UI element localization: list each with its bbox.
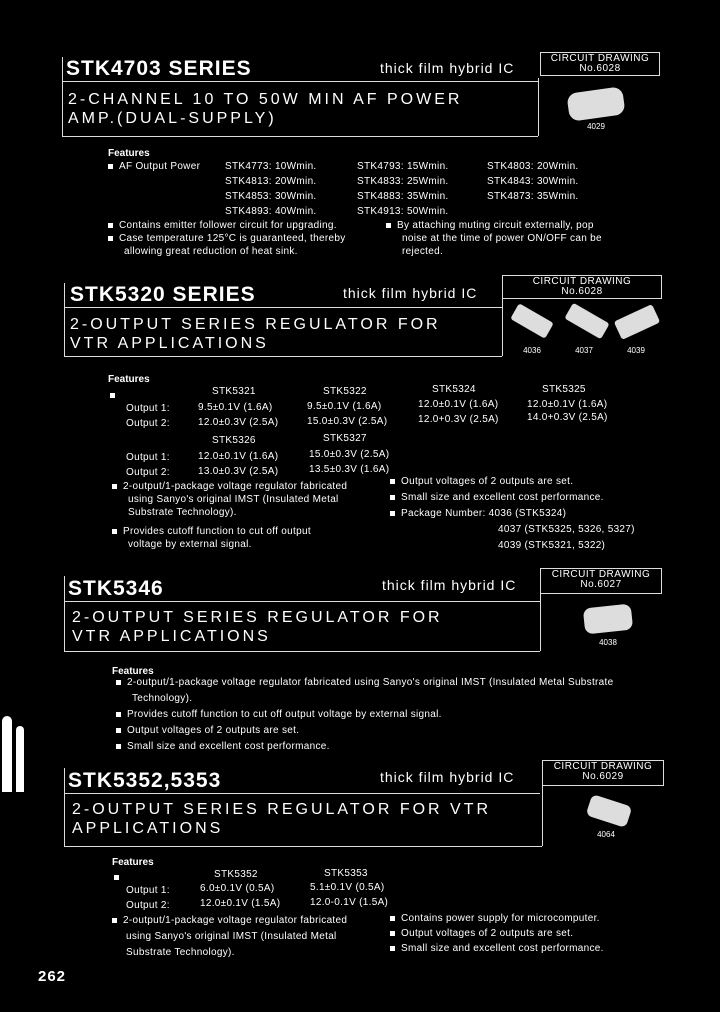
bullet-text: By attaching muting circuit externally, pop [397, 220, 594, 231]
s1-left-rule [62, 57, 63, 137]
power-cell: STK4833: 25Wmin. [357, 176, 449, 187]
bullet-text: Substrate Technology). [128, 507, 237, 518]
s1-package-image [566, 86, 625, 122]
bullet-item [386, 219, 656, 232]
bullet-icon [116, 712, 121, 717]
s1-hybrid-label: thick film hybrid IC [380, 60, 515, 76]
s1-cd-no: No.6028 [579, 63, 621, 74]
output-value: 12.0±0.1V (1.6A) [418, 399, 499, 410]
output-2-label: Output 2: [126, 900, 170, 911]
model-name: STK5352 [214, 869, 258, 880]
s2-package-number: 4036 [523, 346, 541, 355]
bullet-text: Small size and excellent cost performance. [401, 492, 604, 503]
bullet-text: rejected. [402, 246, 444, 257]
output-2-label: Output 2: [126, 418, 170, 429]
bullet-text: voltage by external signal. [128, 539, 252, 550]
bullet-icon [116, 680, 121, 685]
s4-cd-label: CIRCUIT DRAWING [553, 761, 653, 772]
output-1-label: Output 1: [126, 452, 170, 463]
bullet-text: Small size and excellent cost performance. [127, 741, 330, 752]
s2-left-rule [64, 283, 65, 357]
s1-cd-label: CIRCUIT DRAWING [550, 53, 650, 64]
bullet-icon [390, 495, 395, 500]
output-value: 15.0±0.3V (2.5A) [307, 416, 388, 427]
s1-sub-rule [62, 136, 538, 137]
s3-bullets [116, 675, 656, 755]
s4-title-rule [64, 793, 540, 794]
bullet-text: Contains emitter follower circuit for upgrading. [119, 220, 337, 231]
power-row [225, 190, 625, 205]
bullet-text: Output voltages of 2 outputs are set. [127, 725, 300, 736]
bullet-icon [108, 236, 113, 241]
bullet-item [108, 232, 378, 245]
s4-left-rule [64, 768, 65, 847]
s3-subtitle-2: VTR APPLICATIONS [72, 628, 271, 645]
bullet-text: Output voltages of 2 outputs are set. [401, 476, 574, 487]
s1-title-rule [62, 81, 538, 82]
bullet-text: Output voltages of 2 outputs are set. [401, 928, 574, 939]
bullet-text: 2-output/1-package voltage regulator fabricated [123, 481, 348, 492]
output-value: 12.0±0.1V (1.5A) [200, 898, 281, 909]
side-tab-mark [2, 716, 12, 792]
bullet-item [116, 723, 656, 739]
power-row [225, 205, 625, 220]
bullet-item [112, 525, 382, 538]
s2-title: STK5320 SERIES [70, 283, 256, 306]
page-number: 262 [38, 968, 67, 985]
s3-subtitle-1: 2-OUTPUT SERIES REGULATOR FOR [72, 609, 443, 626]
bullet-item [112, 913, 382, 929]
s1-package-number: 4029 [587, 122, 605, 131]
s2-subtitle-2: VTR APPLICATIONS [70, 335, 269, 352]
s2-features-heading: Features [108, 374, 150, 385]
s1-subtitle-2: AMP.(DUAL-SUPPLY) [68, 110, 277, 127]
bullet-icon [112, 484, 117, 489]
bullet-icon [390, 511, 395, 516]
bullet-icon [116, 728, 121, 733]
s2-right-rule [502, 299, 503, 356]
s4-sub-rule [64, 846, 542, 847]
bullet-text: Small size and excellent cost performance. [401, 943, 604, 954]
s2-package-number: 4039 [627, 346, 645, 355]
s2-hybrid-label: thick film hybrid IC [343, 285, 478, 301]
s2-title-rule [64, 307, 502, 308]
power-cell: STK4803: 20Wmin. [487, 161, 579, 172]
s2-sub-rule [64, 356, 502, 357]
model-name: STK5322 [323, 386, 367, 397]
model-name: STK5324 [432, 384, 476, 395]
s4-title: STK5352,5353 [68, 769, 222, 792]
bullet-icon [386, 223, 391, 228]
bullet-icon [116, 744, 121, 749]
output-value: 5.1±0.1V (0.5A) [310, 882, 385, 893]
bullet-icon [108, 223, 113, 228]
bullet-text: Provides cutoff function to cut off output voltage by external signal. [127, 709, 442, 720]
s3-features-heading: Features [112, 666, 154, 677]
bullet-icon [114, 875, 119, 880]
output-value: 9.5±0.1V (1.6A) [307, 401, 382, 412]
s1-circuit-drawing [540, 52, 660, 76]
s4-circuit-drawing [542, 760, 664, 786]
bullet-icon [110, 393, 115, 398]
s1-features-heading: Features [108, 148, 150, 159]
output-value: 12.0-0.1V (1.5A) [310, 897, 389, 908]
s4-right-bullets [390, 911, 660, 956]
bullet-text: 2-output/1-package voltage regulator fabricated using Sanyo's original IMST (Insulated Metal Substrate [127, 677, 614, 688]
output-1-label: Output 1: [126, 885, 170, 896]
output-value: 14.0+0.3V (2.5A) [527, 412, 608, 423]
bullet-text: Provides cutoff function to cut off output [123, 526, 311, 537]
af-output-power-text: AF Output Power [119, 161, 201, 172]
s3-cd-label: CIRCUIT DRAWING [551, 569, 651, 580]
model-name: STK5327 [323, 433, 367, 444]
s1-af-output-label [108, 160, 200, 173]
s2-circuit-drawing [502, 275, 662, 299]
s1-title: STK4703 SERIES [66, 57, 252, 80]
bullet-item [116, 675, 656, 691]
s1-power-table [225, 160, 625, 220]
s4-right-rule [542, 786, 543, 846]
bullet-item [390, 506, 660, 522]
bullet-text: Substrate Technology). [126, 947, 235, 958]
output-2-label: Output 2: [126, 467, 170, 478]
model-name: STK5326 [212, 435, 256, 446]
s1-right-rule [538, 78, 539, 136]
s2-package-number: 4037 [575, 346, 593, 355]
bullet-item [108, 219, 378, 232]
output-value: 15.0±0.3V (2.5A) [309, 449, 390, 460]
s3-circuit-drawing [540, 568, 662, 594]
bullet-item [390, 490, 660, 506]
bullet-icon [108, 164, 113, 169]
output-value: 6.0±0.1V (0.5A) [200, 883, 275, 894]
bullet-text: Technology). [132, 693, 193, 704]
bullet-icon [390, 931, 395, 936]
s2-package-4037-image [564, 303, 609, 340]
power-cell: STK4773: 10Wmin. [225, 161, 317, 172]
bullet-item [390, 911, 660, 926]
bullet-text: Case temperature 125°C is guaranteed, thereby [119, 233, 346, 244]
s2-subtitle-1: 2-OUTPUT SERIES REGULATOR FOR [70, 316, 441, 333]
s3-title: STK5346 [68, 577, 164, 600]
bullet-item [112, 480, 382, 493]
output-value: 12.0±0.1V (1.6A) [198, 451, 279, 462]
model-name: STK5321 [212, 386, 256, 397]
bullet-text: using Sanyo's original IMST (Insulated Metal [126, 931, 337, 942]
s3-hybrid-label: thick film hybrid IC [382, 577, 517, 593]
power-cell: STK4883: 35Wmin. [357, 191, 449, 202]
power-cell: STK4873: 35Wmin. [487, 191, 579, 202]
bullet-item [116, 739, 656, 755]
bullet-icon [112, 529, 117, 534]
s4-cd-no: No.6029 [582, 771, 624, 782]
bullet-item [116, 707, 656, 723]
power-row [225, 160, 625, 175]
power-cell: STK4843: 30Wmin. [487, 176, 579, 187]
output-1-label: Output 1: [126, 403, 170, 414]
output-value: 12.0±0.3V (2.5A) [198, 417, 279, 428]
s4-package-image [586, 794, 633, 828]
s3-title-rule [64, 601, 540, 602]
s2-cd-no: No.6028 [561, 286, 603, 297]
bullet-item [390, 926, 660, 941]
s2-cd-label: CIRCUIT DRAWING [532, 276, 632, 287]
s4-hybrid-label: thick film hybrid IC [380, 769, 515, 785]
s4-subtitle-2: APPLICATIONS [72, 820, 224, 837]
output-value: 13.0±0.3V (2.5A) [198, 466, 279, 477]
s2-left-bullets [112, 480, 382, 551]
bullet-text: 4037 (STK5325, 5326, 5327) [498, 524, 635, 535]
s4-features-heading: Features [112, 857, 154, 868]
s2-package-4036-image [510, 303, 554, 339]
bullet-text: 2-output/1-package voltage regulator fabricated [123, 915, 348, 926]
s3-right-rule [540, 594, 541, 651]
s1-right-bullets [386, 219, 656, 258]
output-value: 12.0+0.3V (2.5A) [418, 414, 499, 425]
s4-subtitle-1: 2-OUTPUT SERIES REGULATOR FOR VTR [72, 801, 492, 818]
s3-package-number: 4038 [599, 638, 617, 647]
bullet-icon [390, 479, 395, 484]
power-cell: STK4793: 15Wmin. [357, 161, 449, 172]
model-name: STK5325 [542, 384, 586, 395]
power-cell: STK4853: 30Wmin. [225, 191, 317, 202]
s3-package-image [583, 604, 633, 635]
bullet-text: noise at the time of power ON/OFF can be [402, 233, 602, 244]
bullet-text: Package Number: 4036 (STK5324) [401, 508, 567, 519]
power-cell: STK4913: 50Wmin. [357, 206, 449, 217]
bullet-icon [390, 946, 395, 951]
power-cell: STK4813: 20Wmin. [225, 176, 317, 187]
bullet-text: 4039 (STK5321, 5322) [498, 540, 606, 551]
bullet-icon [390, 916, 395, 921]
s2-package-4039-image [614, 304, 661, 340]
power-cell: STK4893: 40Wmin. [225, 206, 317, 217]
power-row [225, 175, 625, 190]
model-name: STK5353 [324, 868, 368, 879]
bullet-text: allowing great reduction of heat sink. [124, 246, 298, 257]
output-value: 12.0±0.1V (1.6A) [527, 399, 608, 410]
s3-cd-no: No.6027 [580, 579, 622, 590]
s3-sub-rule [64, 651, 540, 652]
bullet-item [390, 941, 660, 956]
bullet-text: using Sanyo's original IMST (Insulated Metal [128, 494, 339, 505]
s1-left-bullets [108, 219, 378, 258]
s4-package-number: 4064 [597, 830, 615, 839]
s1-subtitle-1: 2-CHANNEL 10 TO 50W MIN AF POWER [68, 91, 463, 108]
bullet-item [390, 474, 660, 490]
s2-right-bullets [390, 474, 660, 554]
bullet-text: Contains power supply for microcomputer. [401, 913, 600, 924]
s3-left-rule [64, 576, 65, 652]
output-value: 9.5±0.1V (1.6A) [198, 402, 273, 413]
s4-left-bullets [112, 913, 382, 961]
bullet-icon [112, 918, 117, 923]
output-value: 13.5±0.3V (1.6A) [309, 464, 390, 475]
side-tab-mark [16, 726, 24, 792]
